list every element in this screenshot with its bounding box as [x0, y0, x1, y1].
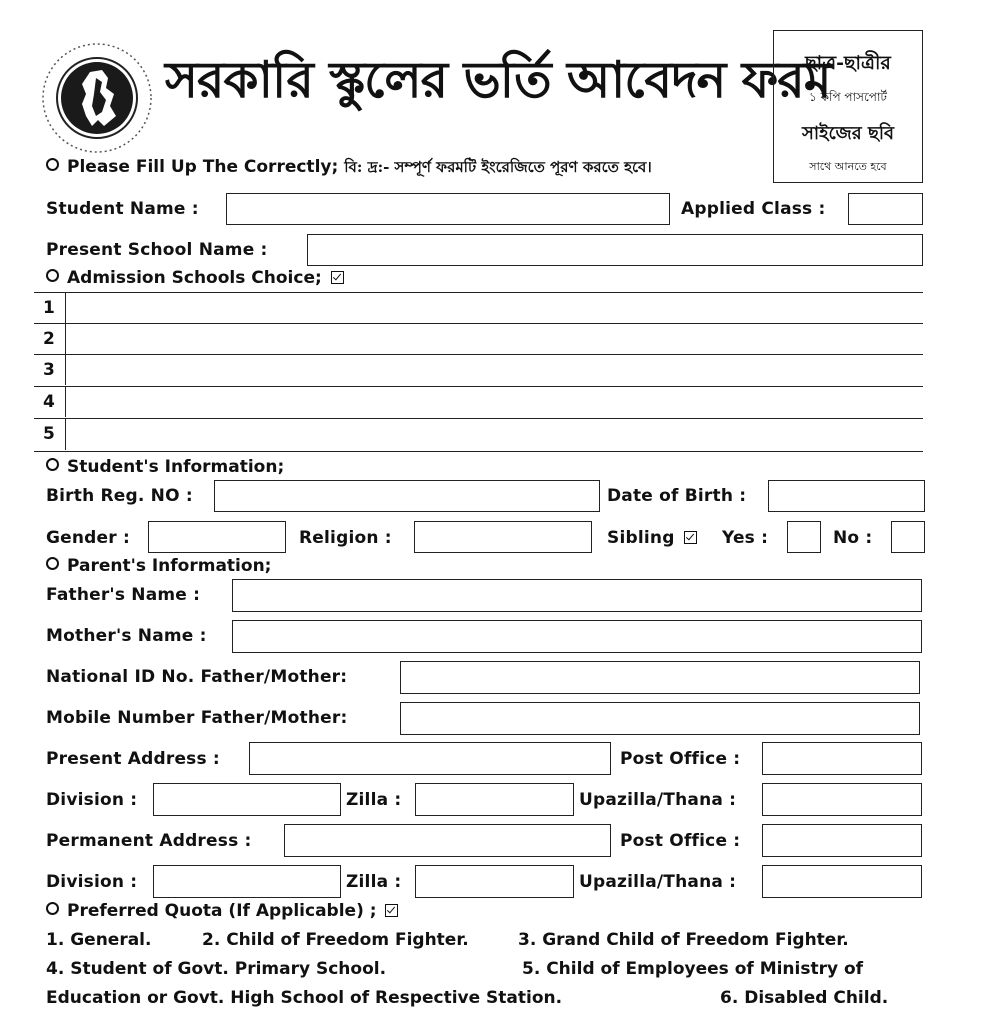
bullet-circle-icon — [46, 902, 59, 915]
notice-bangla: বি: দ্র:- সম্পূর্ণ ফরমটি ইংরেজিতে পূরণ করতে হবে। — [344, 158, 652, 176]
applied-class-field[interactable] — [848, 193, 923, 225]
post-office-field[interactable] — [762, 742, 922, 775]
photo-line-1: ছাত্র-ছাত্রীর — [805, 52, 891, 74]
bullet-circle-icon — [46, 269, 59, 282]
student-name-field[interactable] — [226, 193, 670, 225]
notice-line — [46, 156, 652, 178]
quota-option-5-cont: Education or Govt. High School of Respective Station. — [46, 988, 563, 1008]
division-field[interactable] — [153, 783, 341, 816]
religion-field[interactable] — [414, 521, 592, 553]
bullet-circle-icon — [46, 557, 59, 570]
parent-info-heading-text: Parent's Information; — [67, 556, 272, 576]
father-name-label: Father's Name : — [46, 585, 201, 605]
upazilla-label: Upazilla/Thana : — [579, 790, 737, 810]
quota-option-3: 3. Grand Child of Freedom Fighter. — [518, 930, 849, 950]
choice-number: 5 — [34, 419, 66, 450]
student-name-label: Student Name : — [46, 199, 199, 219]
sibling-label — [607, 528, 697, 548]
choice-row[interactable] — [34, 323, 923, 354]
quota-option-6: 6. Disabled Child. — [720, 988, 889, 1008]
sibling-no-label: No : — [833, 528, 873, 548]
father-name-field[interactable] — [232, 579, 922, 612]
photo-line-2: ১ কপি পাসপোর্ট — [809, 90, 887, 104]
present-address-label: Present Address : — [46, 749, 220, 769]
admission-choice-table — [34, 292, 923, 452]
post-office-label-2: Post Office : — [620, 831, 741, 851]
checkbox-icon — [331, 271, 344, 284]
quota-option-2: 2. Child of Freedom Fighter. — [202, 930, 469, 950]
upazilla-label-2: Upazilla/Thana : — [579, 872, 737, 892]
division-label: Division : — [46, 790, 138, 810]
admission-heading — [46, 268, 344, 288]
present-school-field[interactable] — [307, 234, 923, 266]
quota-option-5: 5. Child of Employees of Ministry of — [522, 959, 864, 979]
form-title: সরকারি স্কুলের ভর্তি আবেদন ফরম — [165, 50, 831, 109]
bullet-circle-icon — [46, 458, 59, 471]
choice-row[interactable] — [34, 354, 923, 385]
mother-name-label: Mother's Name : — [46, 626, 207, 646]
admission-heading-text: Admission Schools Choice; — [67, 268, 322, 288]
student-info-heading-text: Student's Information; — [67, 457, 285, 477]
photo-box — [773, 30, 923, 183]
applied-class-label: Applied Class : — [681, 199, 826, 219]
upazilla-field[interactable] — [762, 783, 922, 816]
division-field-2[interactable] — [153, 865, 341, 898]
mobile-label: Mobile Number Father/Mother: — [46, 708, 348, 728]
checkbox-icon — [385, 904, 398, 917]
bullet-circle-icon — [46, 158, 59, 171]
birth-reg-field[interactable] — [214, 480, 600, 512]
zilla-label: Zilla : — [346, 790, 402, 810]
post-office-label: Post Office : — [620, 749, 741, 769]
zilla-field-2[interactable] — [415, 865, 574, 898]
quota-option-1: 1. General. — [46, 930, 152, 950]
dob-label: Date of Birth : — [607, 486, 747, 506]
photo-line-3: সাইজের ছবি — [801, 123, 895, 144]
checkbox-icon — [684, 531, 697, 544]
photo-line-4: সাথে আনতে হবে — [809, 160, 887, 173]
mother-name-field[interactable] — [232, 620, 922, 653]
permanent-address-label: Permanent Address : — [46, 831, 252, 851]
division-label-2: Division : — [46, 872, 138, 892]
parent-info-heading — [46, 556, 271, 576]
zilla-label-2: Zilla : — [346, 872, 402, 892]
choice-row[interactable] — [34, 386, 923, 417]
quota-heading — [46, 901, 398, 921]
choice-number: 1 — [34, 293, 66, 323]
sibling-yes-box[interactable] — [787, 521, 821, 553]
choice-row[interactable] — [34, 292, 923, 323]
choice-row[interactable] — [34, 418, 923, 450]
nid-field[interactable] — [400, 661, 920, 694]
religion-label: Religion : — [299, 528, 392, 548]
permanent-address-field[interactable] — [284, 824, 611, 857]
dob-field[interactable] — [768, 480, 925, 512]
choice-number: 2 — [34, 324, 66, 354]
choice-number: 3 — [34, 355, 66, 385]
mobile-field[interactable] — [400, 702, 920, 735]
post-office-field-2[interactable] — [762, 824, 922, 857]
sibling-no-box[interactable] — [891, 521, 925, 553]
student-info-heading — [46, 457, 284, 477]
notice-english: Please Fill Up The Correctly; — [67, 157, 339, 177]
government-seal-logo — [38, 42, 156, 154]
sibling-text: Sibling — [607, 528, 675, 548]
upazilla-field-2[interactable] — [762, 865, 922, 898]
sibling-yes-label: Yes : — [722, 528, 769, 548]
present-address-field[interactable] — [249, 742, 611, 775]
quota-option-4: 4. Student of Govt. Primary School. — [46, 959, 387, 979]
gender-field[interactable] — [148, 521, 286, 553]
gender-label: Gender : — [46, 528, 130, 548]
present-school-label: Present School Name : — [46, 240, 268, 260]
quota-heading-text: Preferred Quota (If Applicable) ; — [67, 901, 377, 921]
zilla-field[interactable] — [415, 783, 574, 816]
choice-number: 4 — [34, 387, 66, 417]
nid-label: National ID No. Father/Mother: — [46, 667, 348, 687]
birth-reg-label: Birth Reg. NO : — [46, 486, 193, 506]
